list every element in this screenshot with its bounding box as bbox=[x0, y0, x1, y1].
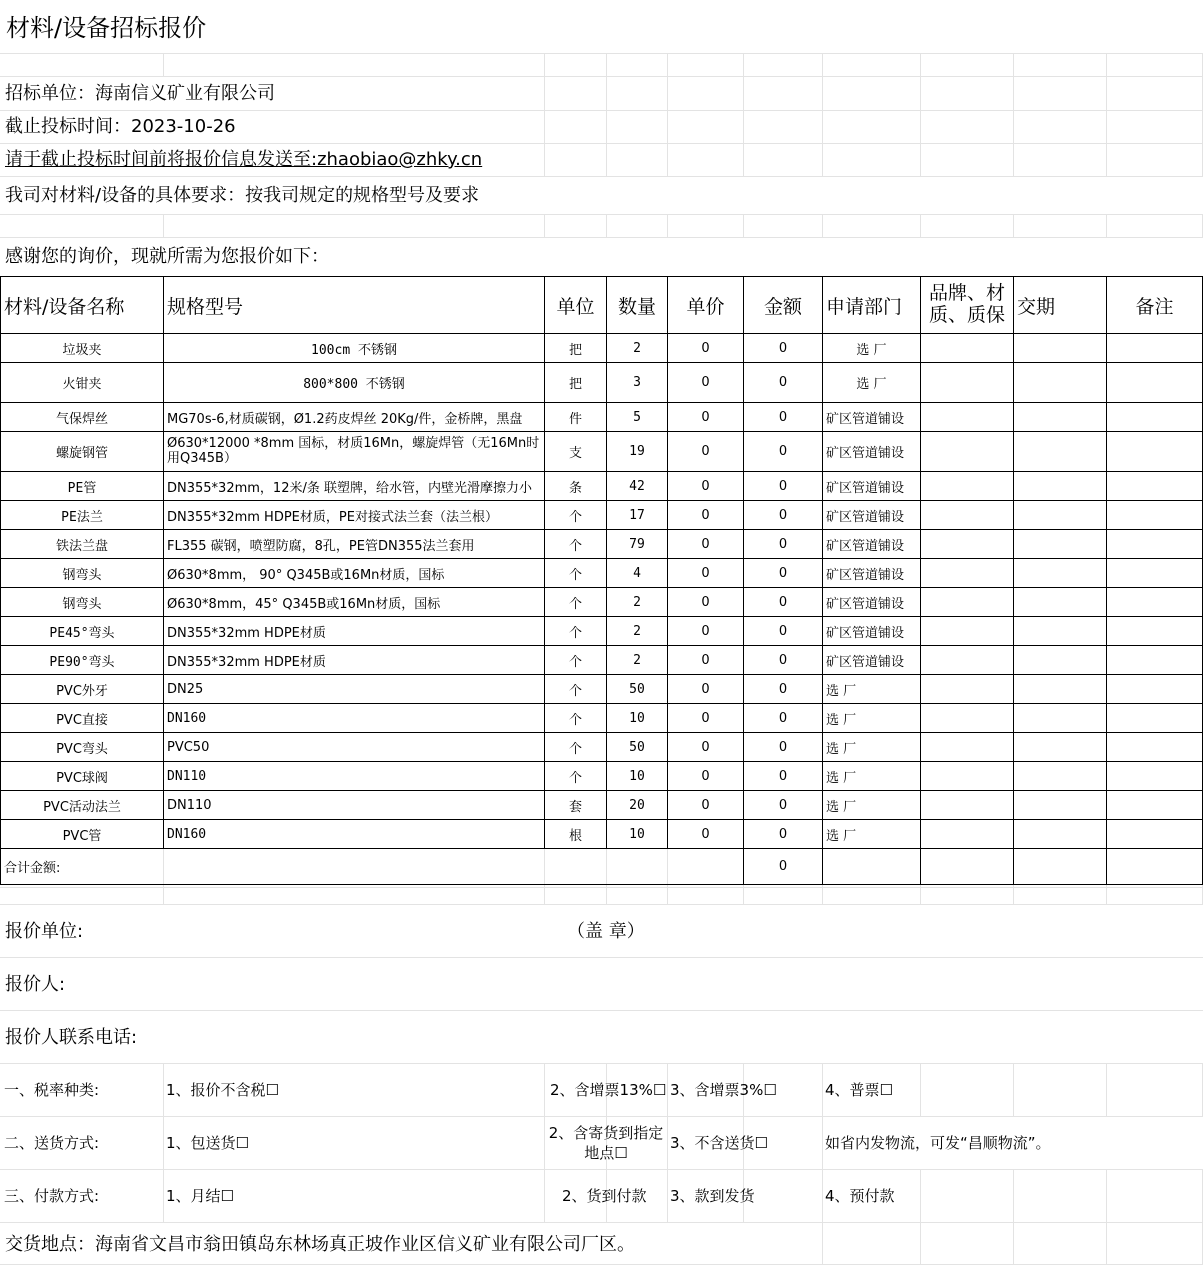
item-name-cell[interactable]: PVC活动法兰 bbox=[1, 791, 164, 820]
item-amount-cell[interactable]: 0 bbox=[744, 791, 823, 820]
table-row bbox=[1, 530, 1203, 559]
item-remark-cell[interactable] bbox=[1107, 432, 1203, 472]
item-brand-cell[interactable] bbox=[921, 559, 1014, 588]
item-amount-cell[interactable]: 0 bbox=[744, 363, 823, 403]
table-row bbox=[1, 363, 1203, 403]
item-spec-cell[interactable]: DN25 bbox=[164, 675, 545, 704]
item-spec-cell[interactable]: Ø630*8mm， 90° Q345B或16Mn材质，国标 bbox=[164, 559, 545, 588]
item-brand-cell[interactable] bbox=[921, 646, 1014, 675]
item-brand-cell[interactable] bbox=[921, 501, 1014, 530]
item-brand-cell[interactable] bbox=[921, 334, 1014, 363]
item-dept-cell[interactable]: 矿区管道铺设 bbox=[823, 646, 921, 675]
item-spec-cell[interactable]: DN355*32mm，12米/条 联塑牌，给水管，内壁光滑摩擦力小 bbox=[164, 472, 545, 501]
item-qty-cell[interactable]: 10 bbox=[607, 704, 668, 733]
item-qty-cell[interactable]: 10 bbox=[607, 820, 668, 849]
item-brand-cell[interactable] bbox=[921, 617, 1014, 646]
total-empty-cell[interactable] bbox=[1107, 849, 1203, 885]
item-amount-cell[interactable]: 0 bbox=[744, 588, 823, 617]
table-row bbox=[1, 617, 1203, 646]
table-row bbox=[1, 432, 1203, 472]
item-qty-cell[interactable]: 79 bbox=[607, 530, 668, 559]
item-dept-cell[interactable]: 矿区管道铺设 bbox=[823, 530, 921, 559]
item-price-cell[interactable]: 0 bbox=[668, 403, 744, 432]
table-row bbox=[1, 646, 1203, 675]
item-amount-cell[interactable]: 0 bbox=[744, 334, 823, 363]
tax-option-1[interactable]: 1、报价不含税☐ bbox=[166, 1081, 279, 1099]
item-remark-cell[interactable] bbox=[1107, 762, 1203, 791]
item-amount-cell[interactable]: 0 bbox=[744, 733, 823, 762]
item-remark-cell[interactable] bbox=[1107, 363, 1203, 403]
item-remark-cell[interactable] bbox=[1107, 472, 1203, 501]
total-value: 0 bbox=[744, 849, 823, 885]
item-unit-cell[interactable]: 把 bbox=[545, 334, 607, 363]
item-unit-cell[interactable]: 个 bbox=[545, 530, 607, 559]
item-qty-cell[interactable]: 5 bbox=[607, 403, 668, 432]
item-amount-cell[interactable]: 0 bbox=[744, 530, 823, 559]
item-unit-cell[interactable]: 个 bbox=[545, 617, 607, 646]
item-remark-cell[interactable] bbox=[1107, 334, 1203, 363]
header-qty: 数量 bbox=[607, 277, 668, 334]
item-amount-cell[interactable]: 0 bbox=[744, 403, 823, 432]
table-header-row bbox=[1, 277, 1203, 334]
item-amount-cell[interactable]: 0 bbox=[744, 559, 823, 588]
item-dept-cell[interactable]: 选 厂 bbox=[823, 334, 921, 363]
tax-option-2[interactable]: 2、含增票13%☐ bbox=[550, 1081, 667, 1099]
item-delivery-cell[interactable] bbox=[1014, 646, 1107, 675]
header-remark: 备注 bbox=[1107, 277, 1203, 334]
table-row bbox=[1, 791, 1203, 820]
item-amount-cell[interactable]: 0 bbox=[744, 472, 823, 501]
item-unit-cell[interactable]: 个 bbox=[545, 588, 607, 617]
item-brand-cell[interactable] bbox=[921, 762, 1014, 791]
item-delivery-cell[interactable] bbox=[1014, 820, 1107, 849]
total-empty-cell[interactable] bbox=[921, 849, 1014, 885]
item-delivery-cell[interactable] bbox=[1014, 704, 1107, 733]
item-name-cell[interactable]: 螺旋钢管 bbox=[1, 432, 164, 472]
item-qty-cell[interactable]: 20 bbox=[607, 791, 668, 820]
item-delivery-cell[interactable] bbox=[1014, 432, 1107, 472]
item-brand-cell[interactable] bbox=[921, 588, 1014, 617]
item-unit-cell[interactable]: 个 bbox=[545, 501, 607, 530]
item-price-cell[interactable]: 0 bbox=[668, 472, 744, 501]
item-spec-cell[interactable]: FL355 碳钢，喷塑防腐，8孔，PE管DN355法兰套用 bbox=[164, 530, 545, 559]
quoter-unit-label: 报价单位: bbox=[5, 921, 84, 942]
item-price-cell[interactable]: 0 bbox=[668, 363, 744, 403]
item-dept-cell[interactable]: 选 厂 bbox=[823, 791, 921, 820]
header-price: 单价 bbox=[668, 277, 744, 334]
item-spec-cell[interactable]: Ø630*12000 *8mm 国标，材质16Mn，螺旋焊管（无16Mn时用Q345B） bbox=[164, 432, 545, 472]
table-row bbox=[1, 559, 1203, 588]
phone-label: 报价人联系电话: bbox=[5, 1027, 138, 1048]
item-dept-cell[interactable]: 矿区管道铺设 bbox=[823, 432, 921, 472]
item-unit-cell[interactable]: 根 bbox=[545, 820, 607, 849]
item-delivery-cell[interactable] bbox=[1014, 675, 1107, 704]
item-dept-cell[interactable]: 选 厂 bbox=[823, 704, 921, 733]
item-remark-cell[interactable] bbox=[1107, 617, 1203, 646]
item-unit-cell[interactable]: 个 bbox=[545, 733, 607, 762]
item-price-cell[interactable]: 0 bbox=[668, 791, 744, 820]
item-delivery-cell[interactable] bbox=[1014, 791, 1107, 820]
item-dept-cell[interactable]: 选 厂 bbox=[823, 733, 921, 762]
delivery-label: 二、送货方式: bbox=[4, 1134, 100, 1152]
item-delivery-cell[interactable] bbox=[1014, 530, 1107, 559]
total-empty-cell[interactable] bbox=[1014, 849, 1107, 885]
header-brand: 品牌、材质、质保 bbox=[921, 277, 1014, 334]
item-delivery-cell[interactable] bbox=[1014, 733, 1107, 762]
item-price-cell[interactable]: 0 bbox=[668, 762, 744, 791]
item-amount-cell[interactable]: 0 bbox=[744, 704, 823, 733]
header-unit: 单位 bbox=[545, 277, 607, 334]
item-qty-cell[interactable]: 17 bbox=[607, 501, 668, 530]
item-qty-cell[interactable]: 2 bbox=[607, 646, 668, 675]
item-spec-cell[interactable]: DN355*32mm HDPE材质，PE对接式法兰套（法兰根） bbox=[164, 501, 545, 530]
item-price-cell[interactable]: 0 bbox=[668, 588, 744, 617]
delivery-address: 交货地点：海南省文昌市翁田镇岛东林场真正坡作业区信义矿业有限公司厂区。 bbox=[5, 1234, 635, 1255]
delivery-option-3[interactable]: 3、不含送货☐ bbox=[670, 1134, 768, 1152]
item-brand-cell[interactable] bbox=[921, 704, 1014, 733]
item-price-cell[interactable]: 0 bbox=[668, 675, 744, 704]
table-row bbox=[1, 501, 1203, 530]
table-row bbox=[1, 762, 1203, 791]
item-brand-cell[interactable] bbox=[921, 791, 1014, 820]
item-unit-cell[interactable]: 个 bbox=[545, 675, 607, 704]
table-body bbox=[1, 334, 1203, 849]
item-amount-cell[interactable]: 0 bbox=[744, 617, 823, 646]
item-dept-cell[interactable]: 选 厂 bbox=[823, 820, 921, 849]
item-remark-cell[interactable] bbox=[1107, 403, 1203, 432]
item-spec-cell[interactable]: 800*800 不锈钢 bbox=[164, 363, 545, 403]
item-dept-cell[interactable]: 矿区管道铺设 bbox=[823, 403, 921, 432]
item-price-cell[interactable]: 0 bbox=[668, 820, 744, 849]
tax-label: 一、税率种类: bbox=[4, 1081, 100, 1099]
table-row bbox=[1, 820, 1203, 849]
item-delivery-cell[interactable] bbox=[1014, 334, 1107, 363]
quoter-label: 报价人: bbox=[5, 974, 66, 995]
item-price-cell[interactable]: 0 bbox=[668, 646, 744, 675]
header-name: 材料/设备名称 bbox=[1, 277, 164, 334]
item-unit-cell[interactable]: 个 bbox=[545, 559, 607, 588]
page-title: 材料/设备招标报价 bbox=[6, 14, 207, 42]
item-qty-cell[interactable]: 50 bbox=[607, 675, 668, 704]
item-name-cell[interactable]: 钢弯头 bbox=[1, 559, 164, 588]
requirement-text: 我司对材料/设备的具体要求：按我司规定的规格型号及要求 bbox=[5, 185, 480, 206]
item-qty-cell[interactable]: 2 bbox=[607, 334, 668, 363]
item-amount-cell[interactable]: 0 bbox=[744, 501, 823, 530]
table-row bbox=[1, 588, 1203, 617]
delivery-option-2[interactable]: 2、含寄货到指定地点☐ bbox=[548, 1124, 664, 1163]
item-remark-cell[interactable] bbox=[1107, 559, 1203, 588]
item-remark-cell[interactable] bbox=[1107, 646, 1203, 675]
quotation-table bbox=[0, 276, 1203, 885]
submission-email[interactable]: 请于截止投标时间前将报价信息发送至:zhaobiao@zhky.cn bbox=[5, 149, 483, 170]
item-spec-cell[interactable]: Ø630*8mm，45° Q345B或16Mn材质，国标 bbox=[164, 588, 545, 617]
item-qty-cell[interactable]: 3 bbox=[607, 363, 668, 403]
item-price-cell[interactable]: 0 bbox=[668, 334, 744, 363]
item-spec-cell[interactable]: DN110 bbox=[164, 762, 545, 791]
item-brand-cell[interactable] bbox=[921, 432, 1014, 472]
item-remark-cell[interactable] bbox=[1107, 791, 1203, 820]
item-delivery-cell[interactable] bbox=[1014, 403, 1107, 432]
delivery-option-1[interactable]: 1、包送货☐ bbox=[166, 1134, 249, 1152]
table-row bbox=[1, 675, 1203, 704]
item-spec-cell[interactable]: MG70s-6,材质碳钢，Ø1.2药皮焊丝 20Kg/件，金桥牌，黑盘 bbox=[164, 403, 545, 432]
item-price-cell[interactable]: 0 bbox=[668, 559, 744, 588]
table-row bbox=[1, 403, 1203, 432]
seal-label: （盖 章） bbox=[567, 921, 645, 942]
total-row bbox=[1, 849, 1203, 885]
item-delivery-cell[interactable] bbox=[1014, 617, 1107, 646]
header-spec: 规格型号 bbox=[164, 277, 545, 334]
payment-option-1[interactable]: 1、月结☐ bbox=[166, 1187, 234, 1205]
item-unit-cell[interactable]: 支 bbox=[545, 432, 607, 472]
item-name-cell[interactable]: PVC管 bbox=[1, 820, 164, 849]
item-delivery-cell[interactable] bbox=[1014, 472, 1107, 501]
item-brand-cell[interactable] bbox=[921, 733, 1014, 762]
item-name-cell[interactable]: 火钳夹 bbox=[1, 363, 164, 403]
table-row bbox=[1, 733, 1203, 762]
item-delivery-cell[interactable] bbox=[1014, 501, 1107, 530]
tender-deadline: 截止投标时间：2023-10-26 bbox=[5, 116, 236, 137]
payment-option-2[interactable]: 2、货到付款 bbox=[562, 1187, 647, 1205]
tax-option-3[interactable]: 3、含增票3%☐ bbox=[670, 1081, 777, 1099]
item-price-cell[interactable]: 0 bbox=[668, 617, 744, 646]
item-spec-cell[interactable]: PVC50 bbox=[164, 733, 545, 762]
item-name-cell[interactable]: PE45°弯头 bbox=[1, 617, 164, 646]
item-brand-cell[interactable] bbox=[921, 472, 1014, 501]
payment-label: 三、付款方式: bbox=[4, 1187, 100, 1205]
item-dept-cell[interactable]: 选 厂 bbox=[823, 675, 921, 704]
header-amount: 金额 bbox=[744, 277, 823, 334]
item-spec-cell[interactable]: DN160 bbox=[164, 820, 545, 849]
item-remark-cell[interactable] bbox=[1107, 588, 1203, 617]
item-dept-cell[interactable]: 选 厂 bbox=[823, 762, 921, 791]
item-brand-cell[interactable] bbox=[921, 820, 1014, 849]
item-spec-cell[interactable]: DN355*32mm HDPE材质 bbox=[164, 646, 545, 675]
item-name-cell[interactable]: PVC弯头 bbox=[1, 733, 164, 762]
thanks-text: 感谢您的询价，现就所需为您报价如下： bbox=[5, 246, 329, 267]
item-brand-cell[interactable] bbox=[921, 363, 1014, 403]
item-brand-cell[interactable] bbox=[921, 403, 1014, 432]
tax-option-4[interactable]: 4、普票☐ bbox=[825, 1081, 893, 1099]
item-qty-cell[interactable]: 4 bbox=[607, 559, 668, 588]
item-price-cell[interactable]: 0 bbox=[668, 501, 744, 530]
item-qty-cell[interactable]: 50 bbox=[607, 733, 668, 762]
item-dept-cell[interactable]: 矿区管道铺设 bbox=[823, 617, 921, 646]
item-price-cell[interactable]: 0 bbox=[668, 704, 744, 733]
item-unit-cell[interactable]: 个 bbox=[545, 762, 607, 791]
item-remark-cell[interactable] bbox=[1107, 704, 1203, 733]
item-remark-cell[interactable] bbox=[1107, 501, 1203, 530]
table-row bbox=[1, 704, 1203, 733]
item-unit-cell[interactable]: 把 bbox=[545, 363, 607, 403]
item-amount-cell[interactable]: 0 bbox=[744, 432, 823, 472]
item-name-cell[interactable]: PE90°弯头 bbox=[1, 646, 164, 675]
item-qty-cell[interactable]: 2 bbox=[607, 617, 668, 646]
item-remark-cell[interactable] bbox=[1107, 733, 1203, 762]
item-dept-cell[interactable]: 矿区管道铺设 bbox=[823, 588, 921, 617]
item-spec-cell[interactable]: DN355*32mm HDPE材质 bbox=[164, 617, 545, 646]
item-name-cell[interactable]: PVC球阀 bbox=[1, 762, 164, 791]
delivery-note: 如省内发物流，可发“昌顺物流”。 bbox=[825, 1134, 1051, 1152]
item-brand-cell[interactable] bbox=[921, 530, 1014, 559]
item-name-cell[interactable]: 垃圾夹 bbox=[1, 334, 164, 363]
item-dept-cell[interactable]: 矿区管道铺设 bbox=[823, 559, 921, 588]
item-spec-cell[interactable]: 100cm 不锈钢 bbox=[164, 334, 545, 363]
item-price-cell[interactable]: 0 bbox=[668, 733, 744, 762]
payment-option-4[interactable]: 4、预付款 bbox=[825, 1187, 895, 1205]
table-row bbox=[1, 334, 1203, 363]
item-unit-cell[interactable]: 条 bbox=[545, 472, 607, 501]
item-name-cell[interactable]: PVC外牙 bbox=[1, 675, 164, 704]
item-dept-cell[interactable]: 矿区管道铺设 bbox=[823, 501, 921, 530]
item-spec-cell[interactable]: DN160 bbox=[164, 704, 545, 733]
item-qty-cell[interactable]: 19 bbox=[607, 432, 668, 472]
item-remark-cell[interactable] bbox=[1107, 820, 1203, 849]
tender-unit: 招标单位：海南信义矿业有限公司 bbox=[5, 83, 275, 104]
item-qty-cell[interactable]: 10 bbox=[607, 762, 668, 791]
item-dept-cell[interactable]: 矿区管道铺设 bbox=[823, 472, 921, 501]
item-delivery-cell[interactable] bbox=[1014, 762, 1107, 791]
total-empty-cell[interactable] bbox=[823, 849, 921, 885]
header-delivery: 交期 bbox=[1014, 277, 1107, 334]
item-name-cell[interactable]: PE法兰 bbox=[1, 501, 164, 530]
item-unit-cell[interactable]: 个 bbox=[545, 646, 607, 675]
item-unit-cell[interactable]: 个 bbox=[545, 704, 607, 733]
item-brand-cell[interactable] bbox=[921, 675, 1014, 704]
item-dept-cell[interactable]: 选 厂 bbox=[823, 363, 921, 403]
total-label: 合计金额: bbox=[1, 849, 744, 885]
item-amount-cell[interactable]: 0 bbox=[744, 820, 823, 849]
item-name-cell[interactable]: 气保焊丝 bbox=[1, 403, 164, 432]
item-price-cell[interactable]: 0 bbox=[668, 530, 744, 559]
item-name-cell[interactable]: PVC直接 bbox=[1, 704, 164, 733]
item-delivery-cell[interactable] bbox=[1014, 363, 1107, 403]
item-delivery-cell[interactable] bbox=[1014, 559, 1107, 588]
item-qty-cell[interactable]: 42 bbox=[607, 472, 668, 501]
item-amount-cell[interactable]: 0 bbox=[744, 675, 823, 704]
item-spec-cell[interactable]: DN110 bbox=[164, 791, 545, 820]
item-name-cell[interactable]: 钢弯头 bbox=[1, 588, 164, 617]
item-qty-cell[interactable]: 2 bbox=[607, 588, 668, 617]
item-unit-cell[interactable]: 套 bbox=[545, 791, 607, 820]
item-price-cell[interactable]: 0 bbox=[668, 432, 744, 472]
item-name-cell[interactable]: 铁法兰盘 bbox=[1, 530, 164, 559]
item-name-cell[interactable]: PE管 bbox=[1, 472, 164, 501]
payment-option-3[interactable]: 3、款到发货 bbox=[670, 1187, 755, 1205]
item-remark-cell[interactable] bbox=[1107, 530, 1203, 559]
item-amount-cell[interactable]: 0 bbox=[744, 762, 823, 791]
item-amount-cell[interactable]: 0 bbox=[744, 646, 823, 675]
item-remark-cell[interactable] bbox=[1107, 675, 1203, 704]
item-delivery-cell[interactable] bbox=[1014, 588, 1107, 617]
item-unit-cell[interactable]: 件 bbox=[545, 403, 607, 432]
header-dept: 申请部门 bbox=[823, 277, 921, 334]
table-row bbox=[1, 472, 1203, 501]
